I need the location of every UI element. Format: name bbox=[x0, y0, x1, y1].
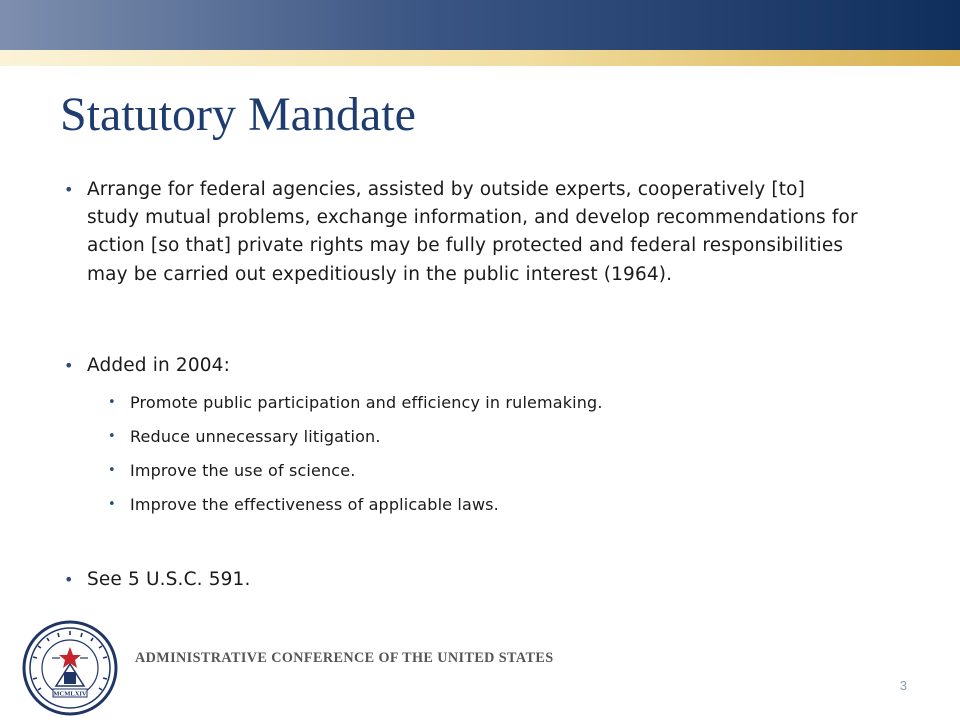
sub-bullet-text: Improve the use of science. bbox=[130, 461, 356, 480]
bullet-line: study mutual problems, exchange information, and develop recommendations for bbox=[87, 207, 858, 229]
slide-title: Statutory Mandate bbox=[60, 88, 416, 141]
page-number: 3 bbox=[899, 678, 907, 693]
bullet-marker: • bbox=[64, 570, 74, 589]
sub-bullet-item bbox=[108, 426, 930, 448]
bullet-item bbox=[64, 176, 947, 289]
sub-bullet-item bbox=[108, 494, 930, 516]
bullet-marker: • bbox=[108, 429, 116, 444]
bullet-item bbox=[64, 352, 947, 380]
bullet-item bbox=[64, 566, 947, 594]
bullet-line: action [so that] private rights may be fully protected and federal responsibilities bbox=[87, 235, 844, 257]
sub-bullet-item bbox=[108, 460, 930, 482]
sub-bullet-item bbox=[108, 392, 930, 414]
sub-bullet-text: Improve the effectiveness of applicable laws. bbox=[130, 495, 499, 514]
bullet-marker: • bbox=[64, 180, 74, 199]
bullet-text: Added in 2004: bbox=[87, 355, 230, 376]
seal-year-text: MCMLXIV bbox=[53, 690, 87, 698]
bullet-line: may be carried out expeditiously in the public interest (1964). bbox=[87, 263, 673, 285]
bullet-line: Arrange for federal agencies, assisted by outside experts, cooperatively [to] bbox=[87, 179, 806, 200]
bullet-marker: • bbox=[64, 356, 74, 375]
bullet-marker: • bbox=[108, 497, 116, 512]
bullet-marker: • bbox=[108, 463, 116, 478]
slide-footer bbox=[0, 612, 960, 720]
sub-bullet-text: Promote public participation and efficiency in rulemaking. bbox=[130, 393, 603, 412]
bullet-marker: • bbox=[108, 395, 116, 410]
organization-name: ADMINISTRATIVE CONFERENCE OF THE UNITED STATES bbox=[135, 650, 554, 666]
acus-seal-icon bbox=[22, 620, 118, 716]
bullet-text: See 5 U.S.C. 591. bbox=[87, 569, 251, 590]
sub-bullet-text: Reduce unnecessary litigation. bbox=[130, 427, 381, 446]
